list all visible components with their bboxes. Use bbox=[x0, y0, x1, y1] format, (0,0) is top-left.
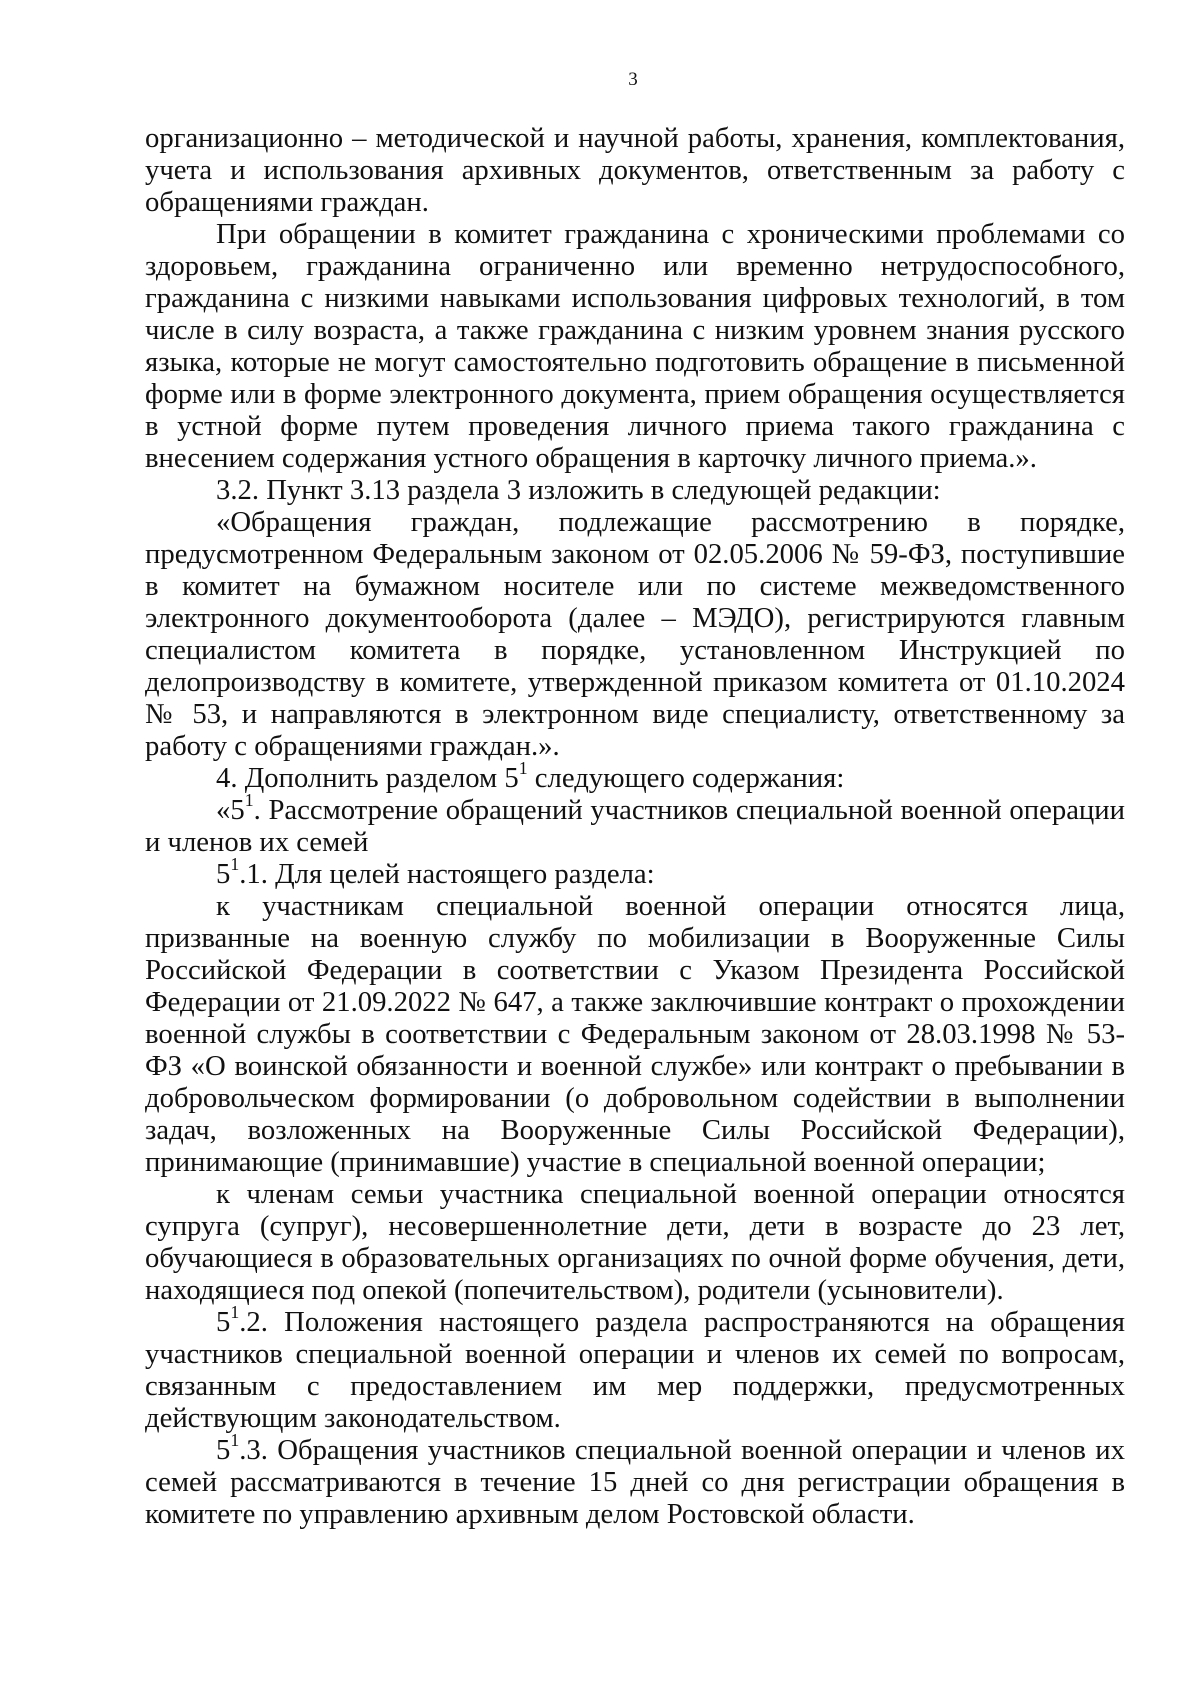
paragraph-7-text-before: 5 bbox=[216, 858, 231, 890]
superscript: 1 bbox=[244, 790, 254, 811]
paragraph-11 bbox=[145, 1430, 1125, 1530]
paragraph-7 bbox=[145, 854, 1125, 890]
section-heading bbox=[145, 790, 1125, 858]
paragraph-11-text-after: .3. Обращения участников специальной военной операции и членов их семей рассматриваются в течение 15 дней со дня регистрации обращения в комитете по управлению архивным делом Ростовской области. bbox=[145, 1434, 1125, 1530]
paragraph-5-text-after: следующего содержания: bbox=[527, 762, 845, 794]
paragraph-4: «Обращения граждан, подлежащие рассмотрению в порядке, предусмотренном Федеральным законом от 02.05.2006 № 59-ФЗ, поступившие в комитет на бумажном носителе или по системе межведомственного электронного документооборота (далее – МЭДО), регистрируются главным специалистом комитета в порядке, установленном Инструкцией по делопроизводству в комитете, утвержденной приказом комитета от 01.10.2024 № 53, и направляются в электронном виде специалисту, ответственному за работу с обращениями граждан.». bbox=[145, 506, 1125, 762]
document-body bbox=[145, 122, 1125, 1530]
superscript: 1 bbox=[230, 1302, 240, 1323]
paragraph-3: 3.2. Пункт 3.13 раздела 3 изложить в следующей редакции: bbox=[216, 474, 941, 506]
page-number: 3 bbox=[628, 69, 638, 90]
paragraph-5-text-before: 4. Дополнить разделом 5 bbox=[216, 762, 519, 794]
paragraph-9: к членам семьи участника специальной военной операции относятся супруга (супруг), несовершеннолетние дети, дети в возрасте до 23 лет, обучающиеся в образовательных организациях по очной форме обучения, дети, находящиеся под опекой (попечительством), родители (усыновители). bbox=[145, 1178, 1125, 1306]
paragraph-11-text-before: 5 bbox=[216, 1434, 231, 1466]
superscript: 1 bbox=[230, 1430, 240, 1451]
paragraph-1: организационно – методической и научной работы, хранения, комплектования, учета и использования архивных документов, ответственным за работу с обращениями граждан. bbox=[145, 122, 1125, 218]
paragraph-10-text-before: 5 bbox=[216, 1306, 231, 1338]
section-heading-text-after: . Рассмотрение обращений участников специальной военной операции и членов их семей bbox=[145, 794, 1125, 858]
paragraph-8: к участникам специальной военной операции относятся лица, призванные на военную службу по мобилизации в Вооруженные Силы Российской Федерации в соответствии с Указом Президента Российской Федерации от 21.09.2022 № 647, а также заключившие контракт о прохождении военной службы в соответствии с Федеральным законом от 28.03.1998 № 53-ФЗ «О воинской обязанности и военной службе» или контракт о пребывании в добровольческом формировании (о добровольном содействии в выполнении задач, возложенных на Вооруженные Силы Российской Федерации), принимающие (принимавшие) участие в специальной военной операции; bbox=[145, 890, 1125, 1178]
paragraph-10 bbox=[145, 1302, 1125, 1434]
section-heading-text-before: «5 bbox=[216, 794, 245, 826]
superscript: 1 bbox=[518, 758, 528, 779]
paragraph-2: При обращении в комитет гражданина с хроническими проблемами со здоровьем, гражданина ограниченно или временно нетрудоспособного, гражданина с низкими навыками использования цифровых технологий, в том числе в силу возраста, а также гражданина с низким уровнем знания русского языка, которые не могут самостоятельно подготовить обращение в письменной форме или в форме электронного документа, прием обращения осуществляется в устной форме путем проведения личного приема такого гражданина с внесением содержания устного обращения в карточку личного приема.». bbox=[145, 218, 1125, 474]
paragraph-5 bbox=[145, 758, 1125, 794]
paragraph-7-text-after: .1. Для целей настоящего раздела: bbox=[239, 858, 655, 890]
paragraph-10-text-after: .2. Положения настоящего раздела распространяются на обращения участников специальной военной операции и членов их семей по вопросам, связанным с предоставлением им мер поддержки, предусмотренных действующим законодательством. bbox=[145, 1306, 1125, 1434]
superscript: 1 bbox=[230, 854, 240, 875]
